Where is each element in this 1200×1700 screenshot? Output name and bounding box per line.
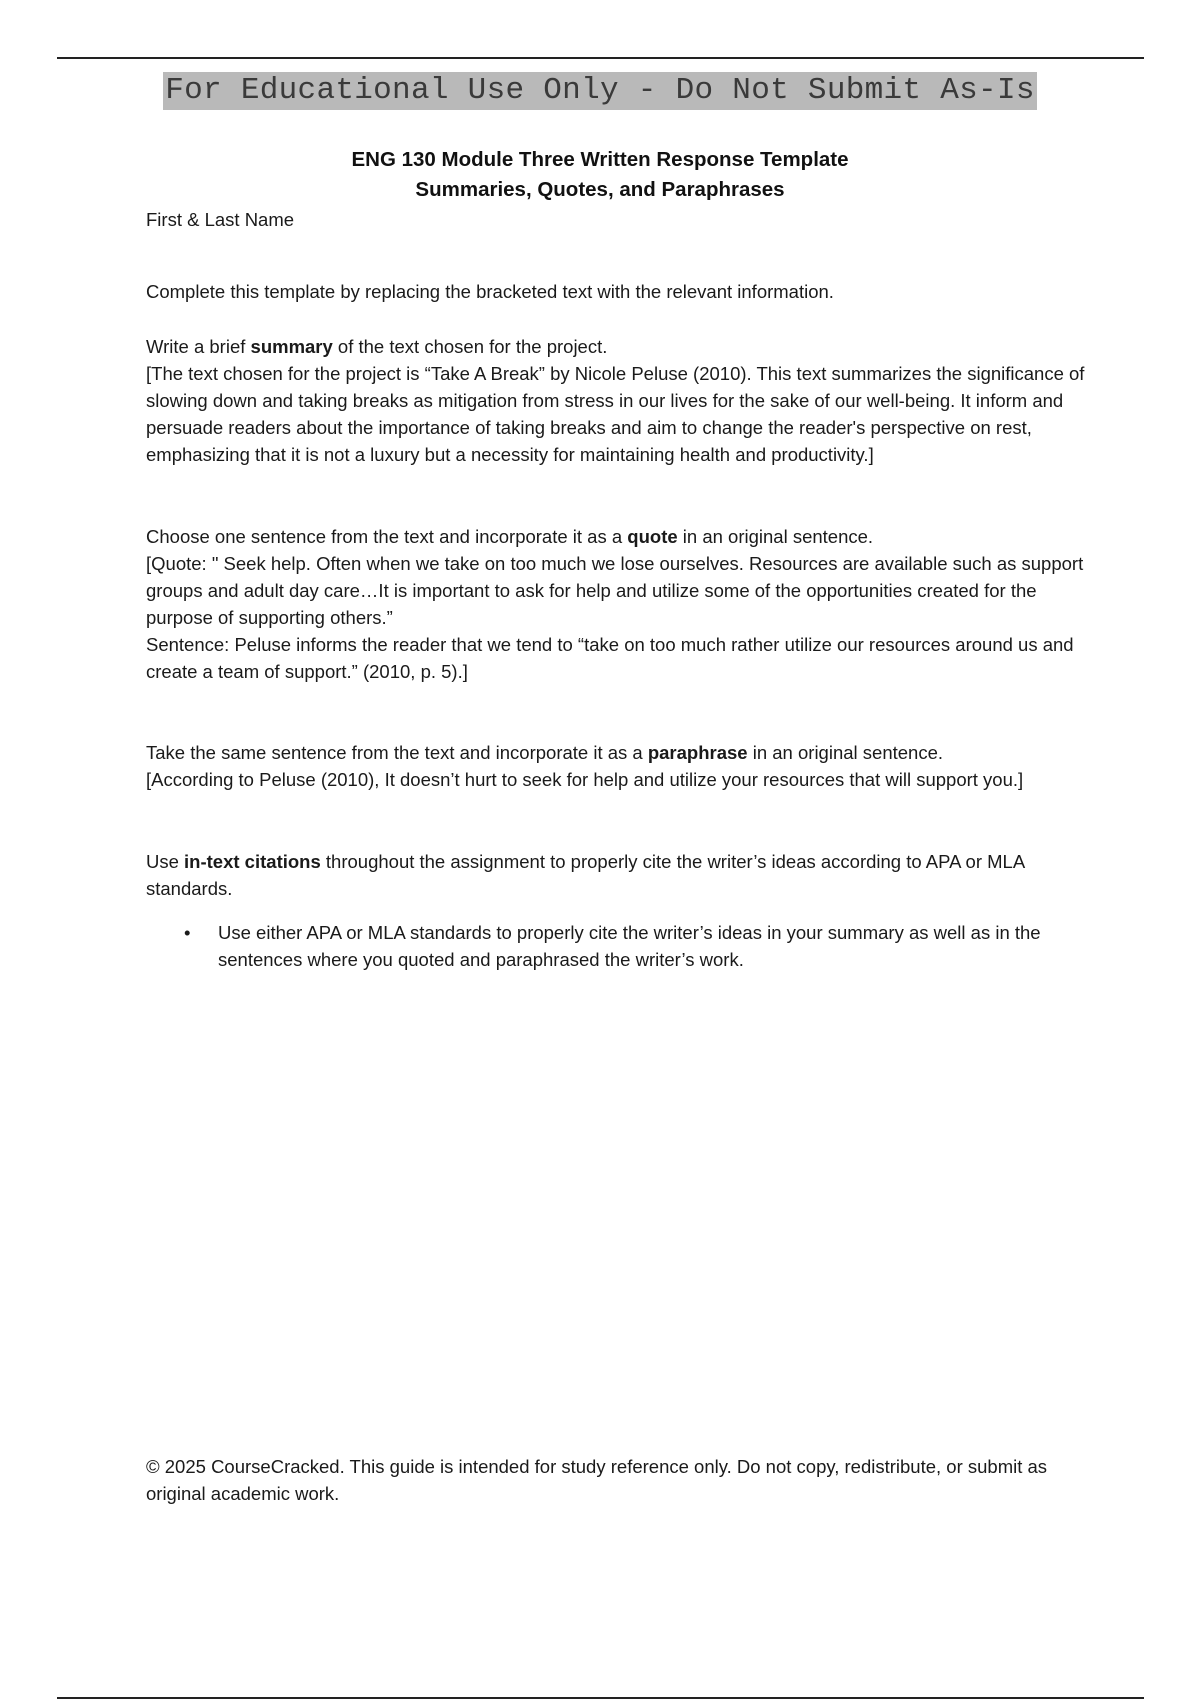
- copyright-footer: © 2025 CourseCracked. This guide is intended for study reference only. Do not copy, redistribute, or submit as original academic work.: [146, 1456, 1048, 1504]
- list-item: [146, 919, 1096, 973]
- watermark-banner: [0, 72, 1200, 110]
- quote-section: [146, 523, 1096, 685]
- citation-bullet-text: Use either APA or MLA standards to properly cite the writer’s ideas in your summary as well as in the sentences where you quoted and paraphrased the writer’s work.: [218, 922, 1041, 970]
- watermark-text: For Educational Use Only - Do Not Submit As-Is: [165, 73, 1035, 108]
- bottom-rule: [57, 1697, 1144, 1699]
- document-subtitle: Summaries, Quotes, and Paraphrases: [415, 178, 785, 201]
- summary-answer: [The text chosen for the project is “Take A Break” by Nicole Peluse (2010). This text summarizes the significance of slowing down and taking breaks as mitigation from stress in our lives for the sake of our well-being. It inform and persuade readers about the importance of taking breaks and aim to change the reader's perspective on rest, emphasizing that it is not a luxury but a necessity for maintaining health and productivity.]: [146, 363, 1085, 465]
- paraphrase-prompt: Take the same sentence from the text and incorporate it as a paraphrase in an original sentence.: [146, 742, 943, 763]
- paraphrase-section: [146, 739, 1096, 793]
- citation-section: [146, 848, 1096, 902]
- summary-section: [146, 333, 1096, 468]
- top-rule: [57, 57, 1144, 59]
- citation-prompt: Use in-text citations throughout the assignment to properly cite the writer’s ideas according to APA or MLA standards.: [146, 851, 1025, 899]
- quote-sentence: Sentence: Peluse informs the reader that we tend to “take on too much rather utilize our resources around us and create a team of support.” (2010, p. 5).]: [146, 634, 1074, 682]
- instructions-text: Complete this template by replacing the bracketed text with the relevant information.: [146, 281, 834, 302]
- summary-prompt: Write a brief summary of the text chosen for the project.: [146, 336, 608, 357]
- quote-text: [Quote: " Seek help. Often when we take on too much we lose ourselves. Resources are available such as support groups and adult day care…It is important to ask for help and utilize some of the opportunities created for the purpose of supporting others.”: [146, 553, 1084, 628]
- paraphrase-answer: [According to Peluse (2010), It doesn’t hurt to seek for help and utilize your resources that will support you.]: [146, 769, 1024, 790]
- bullet-icon: •: [184, 922, 191, 943]
- document-title: ENG 130 Module Three Written Response Template: [351, 148, 849, 171]
- quote-prompt: Choose one sentence from the text and incorporate it as a quote in an original sentence.: [146, 526, 874, 547]
- name-label: First & Last Name: [146, 209, 295, 230]
